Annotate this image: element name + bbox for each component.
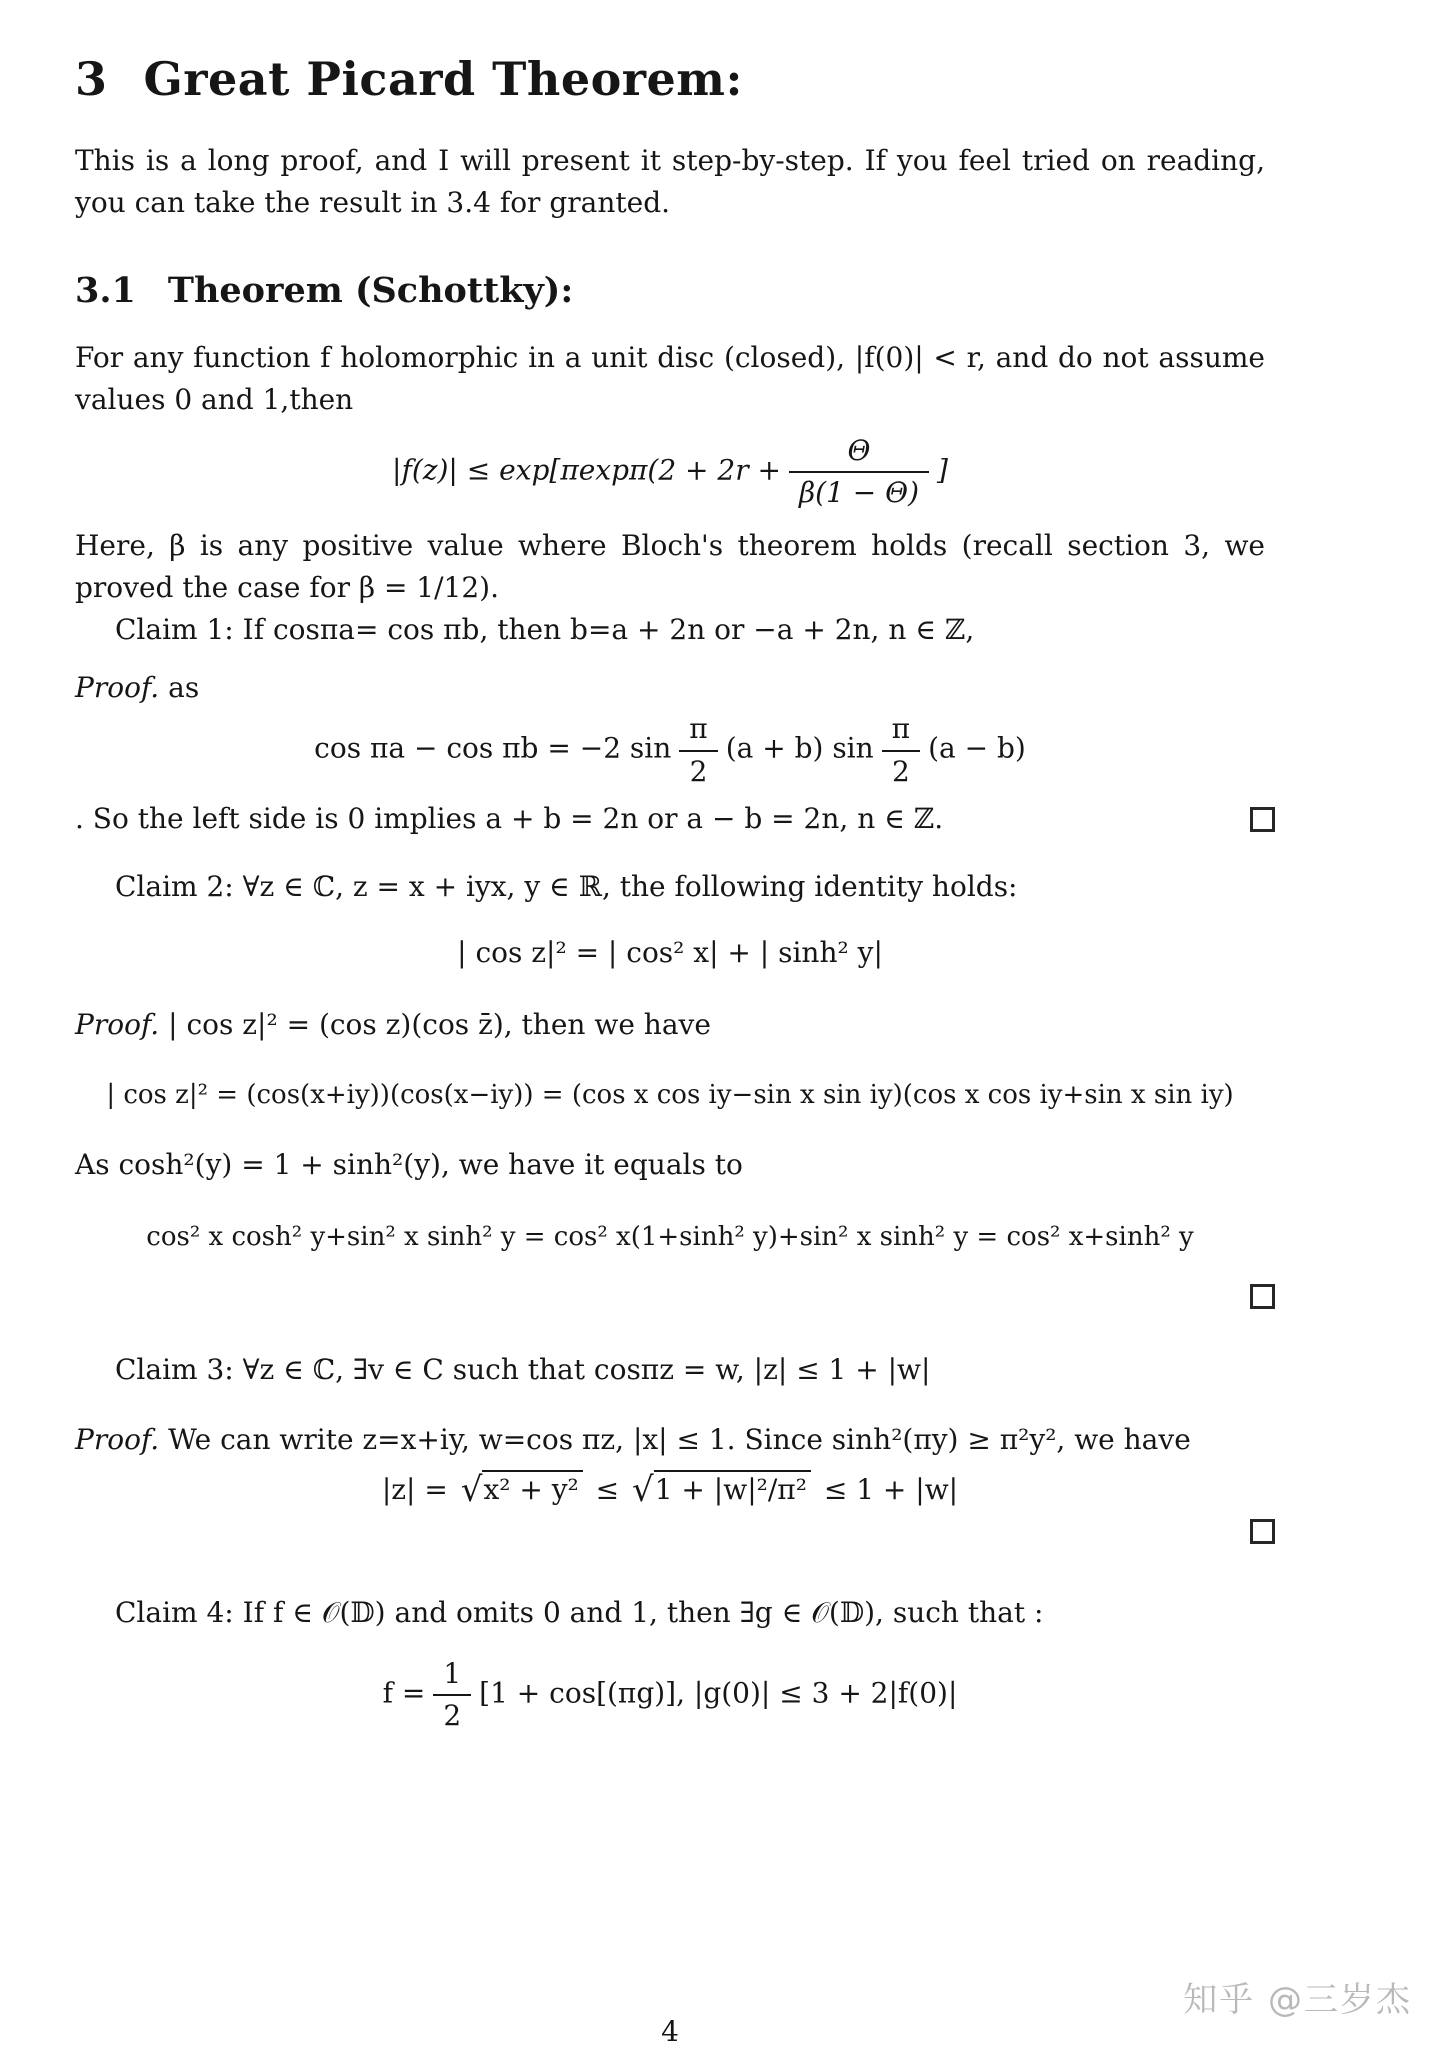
qed-box [1250, 1519, 1275, 1544]
square-root [461, 1469, 583, 1511]
modulus-bound-equation [75, 1469, 1265, 1511]
schottky-inequality [75, 435, 1265, 509]
eq-segment: [1 + cos[(πg)], |g(0)| ≤ 3 + 2|f(0)| [479, 1676, 958, 1710]
section-heading [75, 270, 1265, 311]
fraction-denominator: β(1 − Θ) [798, 476, 920, 510]
fraction-numerator: π [679, 713, 717, 751]
radical-icon: √ [460, 1469, 483, 1510]
proof-text: We can write z=x+iy, w=cos πz, |x| ≤ 1. Since sinh²(πy) ≥ π²y², we have [168, 1422, 1191, 1456]
fraction-numerator: π [882, 713, 920, 751]
claim-1: Claim 1: If cosπa= cos πb, then b=a + 2n or −a + 2n, n ∈ ℤ, [115, 613, 975, 647]
fraction-denominator: 2 [689, 754, 708, 788]
claim1-conclusion [75, 798, 1265, 840]
one-half-fraction [433, 1658, 471, 1732]
square-root [632, 1469, 811, 1511]
watermark: 知乎 @三岁杰 [1183, 1980, 1412, 2020]
proof-2 [75, 1004, 1265, 1046]
qed-box [1250, 807, 1275, 832]
eq-segment: ≤ 1 + |w| [823, 1472, 959, 1506]
section-text: Theorem (Schottky): [167, 270, 574, 311]
title-number: 3 [75, 52, 108, 106]
intro-paragraph: This is a long proof, and I will present it step-by-step. If you feel tried on reading, you can take the result in 3.4 for granted. [75, 144, 1265, 219]
conclusion-text: . So the left side is 0 implies a + b = 2n or a − b = 2n, n ∈ ℤ. [75, 801, 944, 835]
main-title [75, 52, 1265, 106]
expansion-equation: | cos z|² = (cos(x+iy))(cos(x−iy)) = (cos x cos iy−sin x sin iy)(cos x cos iy+sin x sin iy) [106, 1079, 1234, 1110]
eq-segment: f = [382, 1676, 426, 1710]
page-number: 4 [661, 2015, 679, 2048]
radical-icon: √ [632, 1469, 654, 1510]
cos-difference-equation [75, 713, 1265, 787]
eq-segment: (a + b) sin [725, 732, 874, 766]
proof-3 [75, 1419, 1265, 1461]
inequality-left: |f(z)| ≤ exp[πexpπ(2 + 2r + [392, 453, 781, 487]
schottky-statement: For any function f holomorphic in a unit disc (closed), |f(0)| < r, and do not assume values 0 and 1,then [75, 341, 1265, 416]
qed-box [1250, 1284, 1275, 1309]
proof-text: as [168, 671, 200, 705]
radicand: 1 + |w|²/π² [654, 1470, 811, 1506]
cosh-note: As cosh²(y) = 1 + sinh²(y), we have it equals to [75, 1147, 743, 1181]
qed-row [75, 1284, 1275, 1309]
eq-segment: (a − b) [928, 732, 1026, 766]
theta-fraction [789, 435, 929, 509]
fraction-denominator: 2 [891, 754, 910, 788]
claim-2: Claim 2: ∀z ∈ ℂ, z = x + iyx, y ∈ ℝ, the following identity holds: [115, 869, 1018, 903]
qed-row [75, 1519, 1275, 1544]
here-note: Here, β is any positive value where Bloch's theorem holds (recall section 3, we proved the case for β = 1/12). [75, 529, 1265, 605]
proof-label: Proof. [75, 1007, 160, 1041]
section-number: 3.1 [75, 270, 136, 311]
eq-segment: |z| = [381, 1472, 448, 1506]
radicand: x² + y² [482, 1470, 582, 1506]
identity-equation: | cos z|² = | cos² x| + | sinh² y| [457, 935, 883, 969]
pi-over-2-fraction [882, 713, 920, 787]
pi-over-2-fraction [679, 713, 717, 787]
proof-label: Proof. [75, 1422, 160, 1456]
proof-1 [75, 667, 1265, 709]
inequality-right: ] [937, 453, 948, 487]
fraction-numerator: Θ [789, 435, 929, 473]
proof-label: Proof. [75, 671, 160, 705]
title-text: Great Picard Theorem: [143, 52, 743, 106]
eq-segment: cos πa − cos πb = −2 sin [314, 732, 672, 766]
fraction-denominator: 2 [443, 1698, 462, 1732]
claim-4: Claim 4: If f ∈ 𝒪(𝔻) and omits 0 and 1, then ∃g ∈ 𝒪(𝔻), such that : [115, 1595, 1044, 1629]
g-definition-equation [75, 1658, 1265, 1732]
fraction-numerator: 1 [433, 1658, 471, 1696]
cosh-equation: cos² x cosh² y+sin² x sinh² y = cos² x(1+sinh² y)+sin² x sinh² y = cos² x+sinh² y [146, 1221, 1194, 1252]
proof-text: | cos z|² = (cos z)(cos z̄), then we have [168, 1007, 711, 1041]
claim-3: Claim 3: ∀z ∈ ℂ, ∃v ∈ C such that cosπz = w, |z| ≤ 1 + |w| [115, 1352, 931, 1386]
eq-segment: ≤ [595, 1472, 620, 1506]
